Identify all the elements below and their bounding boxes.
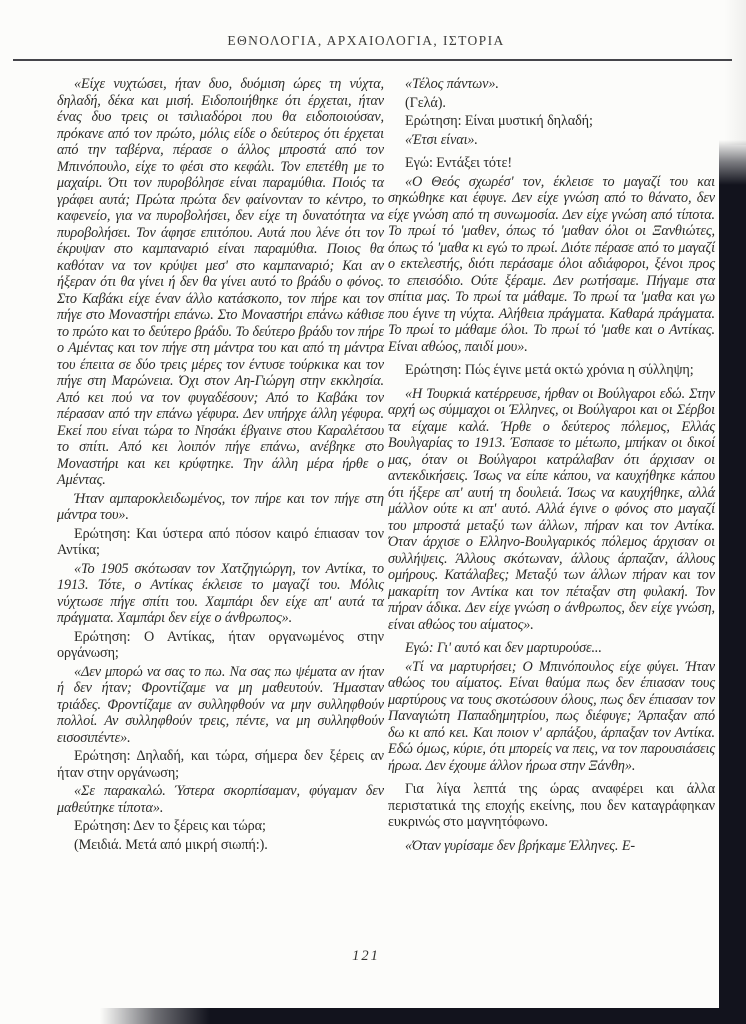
paragraph: Ερώτηση: Και ύστερα από πόσον καιρό έπιασαν τον Αντίκα;	[57, 525, 384, 558]
right-column	[388, 74, 715, 854]
paragraph: Ερώτηση: Ο Αντίκας, ήταν οργανωμένος στην οργάνωση;	[57, 628, 384, 661]
paragraph: Ερώτηση: Δηλαδή, και τώρα, σήμερα δεν ξέρεις αν ήταν στην οργάνωση;	[57, 748, 384, 781]
left-column	[57, 74, 384, 854]
paragraph: Εγώ: Εντάξει τότε!	[405, 155, 513, 171]
paragraph: Εγώ: Γι' αυτό και δεν μαρτυρούσε...	[405, 640, 602, 656]
bottom-scan-shadow	[100, 1008, 746, 1024]
paragraph: «Έτσι είναι».	[405, 131, 478, 148]
paragraph: Ερώτηση: Είναι μυστική δηλαδή;	[405, 113, 593, 129]
right-edge-soft-shadow	[724, 0, 746, 145]
paragraph: Ερώτηση: Πώς έγινε μετά οκτώ χρόνια η σύλληψη;	[405, 362, 694, 378]
paragraph: «Τέλος πάντων».	[405, 76, 499, 92]
paragraph: Ήταν αμπαροκλειδωμένος, τον πήρε και τον πήγε στη μάντρα του».	[57, 490, 384, 523]
right-scan-shadow	[719, 140, 746, 1024]
paragraph: (Γελά).	[405, 94, 446, 111]
paragraph: (Μειδιά. Μετά από μικρή σιωπή:).	[74, 836, 268, 853]
paragraph: Ερώτηση: Δεν το ξέρεις και τώρα;	[74, 818, 266, 834]
paragraph: «Το 1905 σκότωσαν τον Χατζηγιώργη, τον Αντίκα, το 1913. Τότε, ο Αντίκας έκλεισε το μαγαζί του. Μόλις νύχτωσε πήγε σπίτι του. Χαμπάρι δεν είχε απ' αυτά τα πράγματα. Χαμπάρι δεν είχε ο άνθρωπος».	[57, 560, 384, 626]
page-number: 121	[352, 948, 380, 964]
paragraph: «Δεν μπορώ να σας το πω. Να σας πω ψέματα αν ήταν ή δεν ήταν; Φροντίζαμε να μη μαθευτούν. Ήμασταν τριάδες. Φροντίζαμε αν συλληφθούν να μην συλληφθούν πολλοί. Αν συλληφθούν τρεις, πέντε, να μη συλληφθούν εισοσιπέντε».	[57, 663, 384, 746]
paragraph: «Όταν γυρίσαμε δεν βρήκαμε Έλληνες. Ε-	[405, 837, 636, 854]
paragraph: «Ο Θεός σχωρέσ' τον, έκλεισε το μαγαζί του και σηκώθηκε και έφυγε. Δεν είχε γνώση από το θάνατο, δεν είχε γνώση από τη συνωμοσία. Δεν είχε γνώση από τίποτα. Το πρωί τό 'μαθεν, όπως τό 'μαθαν όλοι οι Ξανθιώτες, όπως τό 'μαθα κι εγώ το πρωί. Διότε πέρασε από το μαγαζί ο εκτελεστής, διότι περάσαμε όλοι αδιάφοροι, ξένοι προς το επεισόδιο. Ούτε ξέραμε. Δεν ρωτήσαμε. Πήγαμε στα σπίτια μας. Το πρωί τα μάθαμε. Το πρωί τα 'μαθα και γω που έγινε τη νύχτα. Αλήθεια πράγματα. Καθαρά πράγματα. Το πρωί το μάθαμε όλοι. Το πρωί τό 'μαθε και ο Αντίκας. Είναι αθώος, παιδί μου».	[388, 173, 715, 355]
paragraph: «Είχε νυχτώσει, ήταν δυο, δυόμιση ώρες τη νύχτα, δηλαδή, δέκα και μισή. Ειδοποιήθηκε ότι έρχεται, ήταν ένας δυο τρεις οι τσιλιαδόροι που θα ειδοποιούσαν, πρόκανε από τον πρώτο, μόλις είδε ο δεύτερος ότι έρχεται από την ταβέρνα, πέρασε ο άλλος μπροστά από τον Μπινόπουλο, είχε το φέσι στο κεφάλι. Τον επετέθη με το μαχαίρι. Ότι τον πυροβόλησε είναι παραμύθια. Ποιός τα γράφει αυτά; Πρώτα πρώτα δεν φαίνονταν το κέντρο, το καφενείο, για να πυροβολήσει, δεν είχε τη δυνατότητα να πυροβολήσει. Τον άφησε επιτόπου. Αυτά που λένε ότι τον έκρυψαν στο καμπαναριό είναι παραμύθια. Ποιος θα καθόταν να τον κρύψει μεσ' στο καμπαναριό; Και αν ήξεραν ότι θα γίνει ή δεν θα γίνει αυτό το βράδυ ο φόνος. Στο Καβάκι είχε έναν άλλο κατάσκοπο, τον πήρε και τον πήγε στο Μοναστήρι επάνω. Στο Μοναστήρι επάνω κάθισε το πρώτο και το δεύτερο βράδυ. Το δεύτερο βράδυ τον πήρε ο Αμέντας και τον πήγε στη μάντρα του και από τη μάντρα του έπειτα σε δύο τρεις μέρες τον έντυσε τούρκικα και τον πήγε στη Μαρώνεια. Όχι στον Αη-Γιώργη στην εκκλησία. Από κει πού να τον φυγαδέσουν; Από το Καβάκι τον πέρασαν από την επάνω γέφυρα. Δεν υπήρχε άλλη γέφυρα. Εκεί που είναι τώρα το Νησάκι έβγαινε στου Καραλέτσου το σπίτι. Από κει λοιπόν πήγε επάνω, ανέβηκε στο Μοναστήρι και κει κρύφτηκε. Την άλλη μέρα ήρθε ο Αμέντας.	[57, 76, 384, 488]
header-rule	[13, 59, 732, 61]
paragraph: Για λίγα λεπτά της ώρας αναφέρει και άλλα περιστατικά της εποχής εκείνης, που δεν καταγράφηκαν ευκρινώς στο μαγνητόφωνο.	[388, 781, 715, 830]
page-header-title: ΕΘΝΟΛΟΓΙΑ, ΑΡΧΑΙΟΛΟΓΙΑ, ΙΣΤΟΡΙΑ	[227, 33, 505, 48]
text-columns	[57, 74, 715, 854]
paragraph: «Τί να μαρτυρήσει; Ο Μπινόπουλος είχε φύγει. Ήταν αθώος του αίματος. Είναι θαύμα πως δεν έπιασαν τους μαρτύρους να τους σκοτώσουν όλους, πως δεν έπιασαν τον Παναγιώτη Παπαδημητρίου, πως διέφυγε; Άρπαξαν από δω κι από κει. Και ποιον ν' αρπάξου, άρπαξαν τον Αντίκα. Εδώ όμως, κύριε, ότι μπορείς να πεις, να τον παρουσιάσεις ήρωα. Δεν έχουμε άλλον ήρωα στην Ξάνθη».	[388, 658, 715, 774]
paragraph: «Σε παρακαλώ. Ύστερα σκορπίσαμαν, φύγαμαν δεν μαθεύτηκε τίποτα».	[57, 783, 384, 816]
paragraph: «Η Τουρκιά κατέρρευσε, ήρθαν οι Βούλγαροι εδώ. Στην αρχή ως σύμμαχοι οι Έλληνες, οι Βούλγαροι και οι Σέρβοι τα είχαμε καλά. Ήρθε ο δεύτερος πόλεμος, Ελλάς Βουλγαρίας το 1913. Έσπασε το μέτωπο, μπήκαν οι δικοί μας, όταν οι Βούλγαροι κατράλαβαν ότι άρχισαν οι αντεκδικήσεις. Ίσως να είπε κάπου, να καυχήθηκε κάπου ότι ήξερε απ' αυτή τη δουλειά. Ίσως να καυχήθηκε, αλλά μάλλον ούτε κι απ' αυτό. Αλλά έγινε ο φόνος στο μαγαζί του μπροστά μεταξύ των άλλων, πήραν και τον Αντίκα. Όταν άρχισε ο Ελληνο-Βουλγαρικός πόλεμος άρχισαν οι συλλήψεις. Άλλους σκότωναν, άλλους άρπαζαν, άλλους ομήρους. Κατάλαβες; Μεταξύ των άλλων πήραν και τον μακαρίτη τον Αντίκα και τον πέταξαν στη φυλακή. Τον πήραν άδικα. Δεν είχε γνώση ο άνθρωπος, δεν είχε γνώση, είναι αθώος του αίματος».	[388, 385, 715, 633]
